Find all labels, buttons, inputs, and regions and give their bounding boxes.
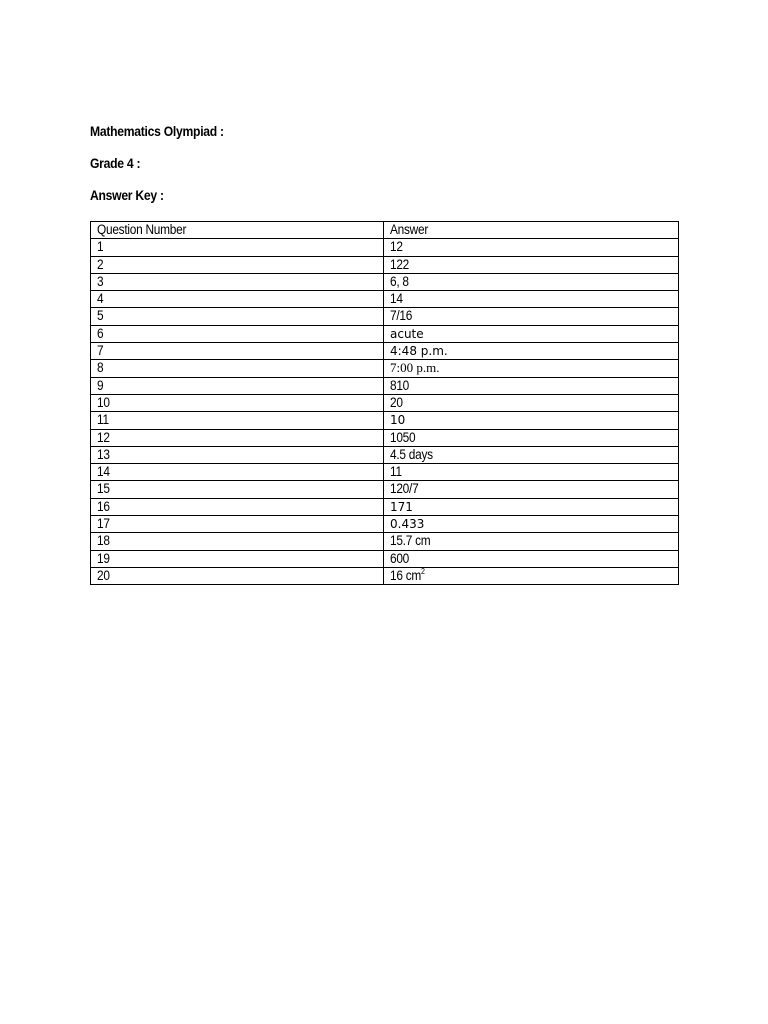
question-number-cell — [91, 291, 384, 308]
answer-cell — [384, 567, 679, 584]
answer-text: 20 — [390, 394, 403, 410]
answer-cell — [384, 429, 679, 446]
table-header-row — [91, 222, 679, 239]
answer-value — [390, 344, 448, 359]
answer-value — [390, 291, 403, 306]
question-number: 17 — [97, 516, 110, 532]
question-number: 12 — [97, 429, 110, 445]
question-number: 3 — [97, 273, 104, 289]
table-row — [91, 343, 679, 360]
table-row — [91, 550, 679, 567]
question-number: 16 — [97, 498, 110, 514]
header-question-number: Question Number — [91, 222, 384, 239]
answer-text: 122 — [390, 256, 410, 272]
answer-cell — [384, 273, 679, 290]
answer-text: 600 — [390, 550, 410, 566]
question-number: 7 — [97, 343, 104, 359]
table-row — [91, 377, 679, 394]
answer-value — [390, 500, 413, 515]
answer-key-body — [91, 222, 679, 585]
table-row — [91, 412, 679, 429]
answer-cell — [384, 498, 679, 515]
question-number-cell — [91, 464, 384, 481]
answer-value — [390, 239, 403, 254]
question-number-cell — [91, 429, 384, 446]
question-number-cell — [91, 273, 384, 290]
table-row — [91, 273, 679, 290]
answer-cell — [384, 533, 679, 550]
question-number-cell — [91, 498, 384, 515]
answer-cell — [384, 481, 679, 498]
answer-key-table — [90, 221, 679, 585]
answer-text: 7/16 — [390, 308, 413, 324]
answer-cell — [384, 343, 679, 360]
table-row — [91, 498, 679, 515]
table-row — [91, 360, 679, 377]
answer-text: 11 — [390, 464, 402, 480]
answer-text: 10 — [390, 413, 406, 428]
table-row — [91, 533, 679, 550]
question-number: 2 — [97, 256, 104, 272]
question-number: 5 — [97, 308, 104, 324]
answer-cell — [384, 256, 679, 273]
answer-text: 6, 8 — [390, 273, 409, 289]
answer-cell — [384, 412, 679, 429]
question-number: 11 — [97, 412, 109, 428]
question-number-cell — [91, 550, 384, 567]
question-number: 18 — [97, 533, 110, 549]
question-number: 8 — [97, 360, 104, 376]
answer-text: 120/7 — [390, 481, 419, 497]
question-number: 20 — [97, 567, 110, 583]
answer-cell — [384, 291, 679, 308]
answer-text: 171 — [390, 499, 413, 514]
answer-value — [390, 517, 424, 532]
answer-exponent: 2 — [421, 567, 425, 576]
answer-value — [390, 257, 409, 272]
question-number-cell — [91, 567, 384, 584]
answer-cell — [384, 325, 679, 342]
question-number: 9 — [97, 377, 104, 393]
answer-value — [390, 533, 430, 548]
answer-cell — [384, 550, 679, 567]
answer-text: 810 — [390, 377, 410, 393]
answer-value — [390, 413, 405, 428]
answer-cell — [384, 394, 679, 411]
question-number: 13 — [97, 446, 110, 462]
question-number: 14 — [97, 464, 110, 480]
answer-text: 16 cm — [390, 567, 422, 583]
answer-text: 0.433 — [390, 517, 425, 532]
question-number: 10 — [97, 394, 110, 410]
table-row — [91, 325, 679, 342]
table-row — [91, 429, 679, 446]
answer-value — [390, 395, 403, 410]
answer-value — [390, 430, 415, 445]
answer-cell — [384, 377, 679, 394]
answer-text: 7:00 p.m. — [390, 360, 440, 376]
question-number: 19 — [97, 550, 110, 566]
document-title: Mathematics Olympiad : — [90, 124, 224, 139]
grade-heading: Grade 4 : — [90, 156, 141, 171]
table-row — [91, 256, 679, 273]
question-number-cell — [91, 239, 384, 256]
answer-text: 14 — [390, 291, 403, 307]
answer-text: 4:48 p.m. — [390, 344, 448, 359]
table-row — [91, 239, 679, 256]
table-row — [91, 567, 679, 584]
question-number-cell — [91, 343, 384, 360]
answer-value — [390, 308, 412, 323]
table-row — [91, 446, 679, 463]
answer-text: 1050 — [390, 429, 416, 445]
question-number-cell — [91, 308, 384, 325]
answer-text: 15.7 cm — [390, 533, 431, 549]
answer-cell — [384, 464, 679, 481]
answer-text: 4.5 days — [390, 446, 433, 462]
table-row — [91, 516, 679, 533]
answer-cell — [384, 239, 679, 256]
answer-value — [390, 327, 424, 342]
answer-value — [390, 464, 402, 479]
answer-value — [390, 551, 409, 566]
question-number-cell — [91, 325, 384, 342]
question-number-cell — [91, 481, 384, 498]
answer-text: acute — [390, 326, 424, 341]
question-number-cell — [91, 377, 384, 394]
question-number-cell — [91, 533, 384, 550]
answer-key-heading: Answer Key : — [90, 188, 164, 203]
answer-cell — [384, 446, 679, 463]
answer-cell — [384, 360, 679, 377]
table-row — [91, 464, 679, 481]
answer-value — [390, 360, 439, 375]
table-row — [91, 308, 679, 325]
answer-cell — [384, 516, 679, 533]
question-number: 6 — [97, 325, 104, 341]
question-number-cell — [91, 360, 384, 377]
question-number: 4 — [97, 291, 104, 307]
table-row — [91, 291, 679, 308]
answer-value — [390, 274, 409, 289]
table-row — [91, 481, 679, 498]
question-number-cell — [91, 394, 384, 411]
answer-value — [390, 447, 433, 462]
question-number-cell — [91, 256, 384, 273]
question-number-cell — [91, 516, 384, 533]
table-row — [91, 394, 679, 411]
question-number: 1 — [97, 239, 104, 255]
answer-cell — [384, 308, 679, 325]
question-number: 15 — [97, 481, 110, 497]
answer-value — [390, 378, 409, 393]
question-number-cell — [91, 412, 384, 429]
answer-value — [390, 481, 418, 496]
answer-text: 12 — [390, 239, 403, 255]
header-answer: Answer — [384, 222, 679, 239]
question-number-cell — [91, 446, 384, 463]
answer-value — [390, 568, 425, 583]
